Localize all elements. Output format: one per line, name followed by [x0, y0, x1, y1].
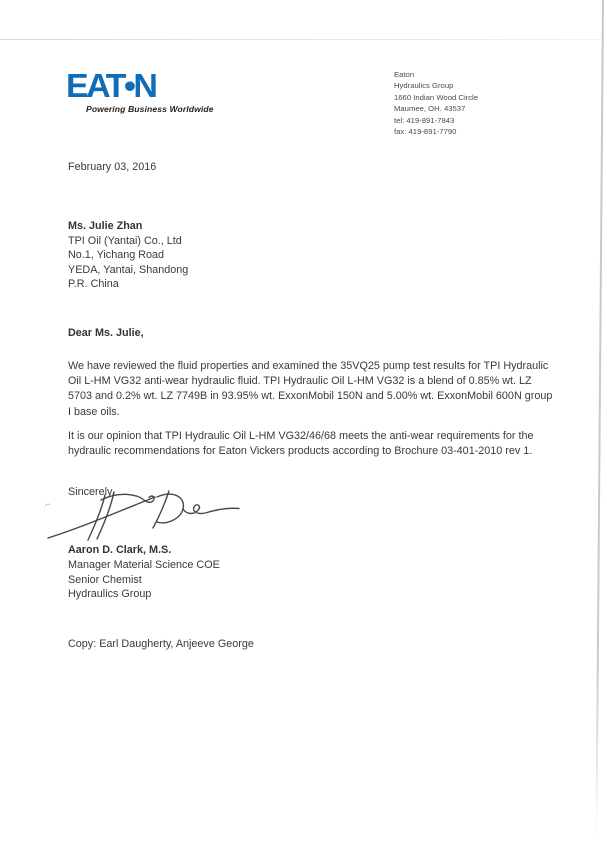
signer-title-3: Hydraulics Group: [68, 588, 152, 601]
letterhead-fax: fax: 419-891-7790: [394, 127, 457, 137]
copy-line: Copy: Earl Daugherty, Anjeeve George: [68, 638, 254, 650]
body-paragraph-1: We have reviewed the fluid properties and examined the 35VQ25 pump test results for TPI Hydraulic Oil L-HM VG32 anti-wear hydraulic fluid. TPI Hydraulic Oil L-HM VG32 is a blend of 0.85% wt. LZ 5703 and 0.2% wt. LZ 7749B in 93.95% wt. ExxonMobil 150N and 5.00% wt. ExxonMobil 600N group I base oils.: [68, 360, 553, 418]
recipient-street: No.1, Yichang Road: [68, 249, 165, 262]
letterhead-street: 1660 Indian Wood Circle: [394, 92, 479, 102]
eaton-logo: EAT•N: [66, 67, 156, 105]
scan-artifact-horizontal-line: [0, 39, 604, 40]
letterhead-city: Maumee, OH. 43537: [394, 104, 466, 114]
letterhead-division: Hydraulics Group: [394, 81, 454, 91]
letterhead-tel: tel: 419-891-7843: [394, 115, 455, 125]
handwritten-signature: [45, 487, 250, 545]
recipient-block: [68, 219, 188, 292]
signer-title-2: Senior Chemist: [68, 573, 142, 586]
closing-sincerely: Sincerely,: [68, 486, 115, 498]
signature-block: [68, 543, 220, 602]
signer-name: Aaron D. Clark, M.S.: [68, 544, 172, 556]
body-paragraph-2: It is our opinion that TPI Hydraulic Oil L-HM VG32/46/68 meets the anti-wear requirements for the hydraulic recommendations for Eaton Vickers products according to Brochure 03-401-2010 rev 1.: [68, 430, 534, 458]
letterhead-address-block: [394, 69, 478, 137]
recipient-country: P.R. China: [68, 278, 119, 291]
signer-title-1: Manager Material Science COE: [68, 558, 220, 571]
recipient-company: TPI Oil (Yantai) Co., Ltd: [68, 234, 182, 247]
letter-date: February 03, 2016: [68, 161, 157, 173]
eaton-logo-tagline: Powering Business Worldwide: [86, 104, 214, 114]
scan-artifact-vertical-line: [595, 0, 603, 838]
recipient-name: Ms. Julie Zhan: [68, 220, 143, 232]
salutation: Dear Ms. Julie,: [68, 327, 144, 339]
recipient-city: YEDA, Yantai, Shandong: [68, 263, 189, 276]
letterhead-company: Eaton: [394, 70, 415, 79]
